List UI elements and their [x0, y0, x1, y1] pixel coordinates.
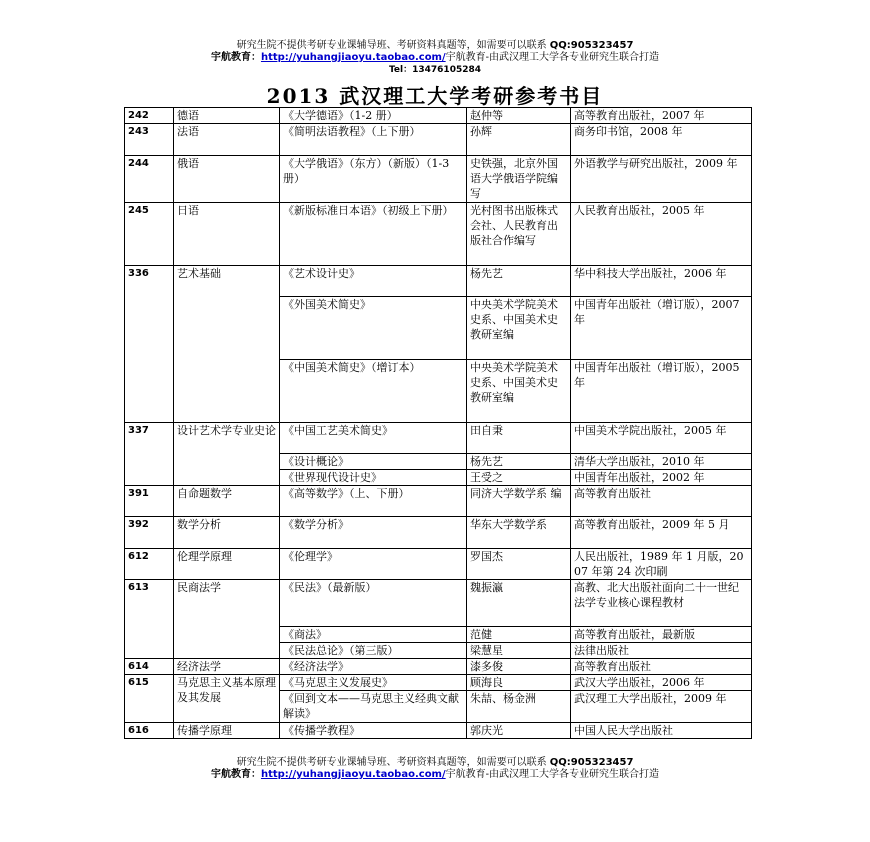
book-author: 史铁强，北京外国语大学俄语学院编写 — [467, 156, 571, 203]
footer-url-link[interactable]: http://yuhangjiaoyu.taobao.com/ — [260, 769, 446, 780]
header-brand-line — [0, 52, 870, 64]
table-row — [125, 723, 752, 739]
book-title: 《伦理学》 — [280, 549, 467, 580]
book-author: 罗国杰 — [467, 549, 571, 580]
book-author: 范健 — [467, 627, 571, 643]
book-title: 《民法》（最新版） — [280, 580, 467, 627]
subject-code: 336 — [125, 266, 174, 423]
table-row — [125, 266, 752, 297]
book-publisher: 外语教学与研究出版社，2009 年 — [571, 156, 752, 203]
book-author: 杨先艺 — [467, 454, 571, 470]
book-publisher: 人民出版社，1989 年 1 月版，2007 年第 24 次印刷 — [571, 549, 752, 580]
book-title: 《艺术设计史》 — [280, 266, 467, 297]
book-publisher: 清华大学出版社，2010 年 — [571, 454, 752, 470]
subject-name: 艺术基础 — [174, 266, 280, 423]
book-title: 《大学俄语》（东方）（新版）（1-3 册） — [280, 156, 467, 203]
book-title: 《大学德语》（1-2 册） — [280, 108, 467, 124]
book-author: 孙辉 — [467, 124, 571, 156]
book-title: 《商法》 — [280, 627, 467, 643]
header-qq: QQ:905323457 — [549, 40, 634, 51]
book-publisher: 高教、北大出版社面向二十一世纪法学专业核心课程教材 — [571, 580, 752, 627]
book-publisher: 高等教育出版社，2007 年 — [571, 108, 752, 124]
subject-name: 经济法学 — [174, 659, 280, 675]
book-publisher: 中国青年出版社（增订版），2005 年 — [571, 360, 752, 423]
table-row — [125, 423, 752, 454]
book-title: 《传播学教程》 — [280, 723, 467, 739]
book-author: 中央美术学院美术史系、中国美术史教研室编 — [467, 360, 571, 423]
footer-brand-line — [0, 769, 870, 781]
book-title: 《新版标准日本语》（初级上下册） — [280, 203, 467, 266]
book-author: 漆多俊 — [467, 659, 571, 675]
subject-code: 337 — [125, 423, 174, 486]
table-row — [125, 108, 752, 124]
footer-notice-line — [0, 757, 870, 769]
book-publisher: 商务印书馆，2008 年 — [571, 124, 752, 156]
book-author: 杨先艺 — [467, 266, 571, 297]
book-title: 《简明法语教程》（上下册） — [280, 124, 467, 156]
table-row — [125, 675, 752, 691]
subject-code: 614 — [125, 659, 174, 675]
book-list-table — [124, 107, 752, 739]
book-author: 朱喆、杨金洲 — [467, 691, 571, 723]
book-author: 梁慧星 — [467, 643, 571, 659]
subject-name: 自命题数学 — [174, 486, 280, 517]
subject-code: 243 — [125, 124, 174, 156]
book-author: 王受之 — [467, 470, 571, 486]
footer-brand-tail: 宇航教育-由武汉理工大学各专业研究生联合打造 — [445, 769, 660, 780]
subject-code: 616 — [125, 723, 174, 739]
header-brand-tail: 宇航教育-由武汉理工大学各专业研究生联合打造 — [445, 52, 660, 63]
table-row — [125, 486, 752, 517]
header-brand-label: 宇航教育： — [210, 52, 261, 63]
subject-code: 391 — [125, 486, 174, 517]
table-row — [125, 549, 752, 580]
subject-code: 242 — [125, 108, 174, 124]
book-title: 《外国美术简史》 — [280, 297, 467, 360]
table-row — [125, 580, 752, 627]
footer-notice-text: 研究生院不提供考研专业课辅导班、考研资料真题等，如需要可以联系 — [236, 757, 547, 768]
book-title: 《民法总论》（第三版） — [280, 643, 467, 659]
book-publisher: 高等教育出版社 — [571, 486, 752, 517]
subject-name: 日语 — [174, 203, 280, 266]
book-title: 《世界现代设计史》 — [280, 470, 467, 486]
book-publisher: 高等教育出版社 — [571, 659, 752, 675]
book-title: 《中国美术简史》（增订本） — [280, 360, 467, 423]
table-row — [125, 156, 752, 203]
subject-code: 245 — [125, 203, 174, 266]
subject-name: 德语 — [174, 108, 280, 124]
header-notice-text: 研究生院不提供考研专业课辅导班、考研资料真题等，如需要可以联系 — [236, 40, 547, 51]
book-publisher: 中国美术学院出版社，2005 年 — [571, 423, 752, 454]
footer-qq: QQ:905323457 — [549, 757, 634, 768]
book-publisher: 武汉理工大学出版社，2009 年 — [571, 691, 752, 723]
book-publisher: 法律出版社 — [571, 643, 752, 659]
book-publisher: 中国人民大学出版社 — [571, 723, 752, 739]
book-publisher: 高等教育出版社，最新版 — [571, 627, 752, 643]
subject-name: 数学分析 — [174, 517, 280, 549]
footer-brand-label: 宇航教育： — [210, 769, 261, 780]
book-author: 魏振瀛 — [467, 580, 571, 627]
book-publisher: 华中科技大学出版社，2006 年 — [571, 266, 752, 297]
subject-code: 615 — [125, 675, 174, 723]
subject-name: 传播学原理 — [174, 723, 280, 739]
subject-code: 613 — [125, 580, 174, 659]
book-author: 中央美术学院美术史系、中国美术史教研室编 — [467, 297, 571, 360]
subject-code: 244 — [125, 156, 174, 203]
book-publisher: 高等教育出版社，2009 年 5 月 — [571, 517, 752, 549]
subject-name: 俄语 — [174, 156, 280, 203]
header-notice-line — [0, 40, 870, 52]
table-row — [125, 517, 752, 549]
book-author: 郭庆光 — [467, 723, 571, 739]
book-author: 田自秉 — [467, 423, 571, 454]
book-title: 《高等数学》（上、下册） — [280, 486, 467, 517]
book-author: 华东大学数学系 — [467, 517, 571, 549]
subject-name: 伦理学原理 — [174, 549, 280, 580]
subject-name: 设计艺术学专业史论 — [174, 423, 280, 486]
subject-code: 392 — [125, 517, 174, 549]
book-publisher: 中国青年出版社（增订版），2007 年 — [571, 297, 752, 360]
book-title: 《马克思主义发展史》 — [280, 675, 467, 691]
header-url-link[interactable]: http://yuhangjiaoyu.taobao.com/ — [260, 52, 446, 63]
book-author: 同济大学数学系 编 — [467, 486, 571, 517]
table-row — [125, 203, 752, 266]
subject-code: 612 — [125, 549, 174, 580]
book-title: 《回到文本——马克思主义经典文献解读》 — [280, 691, 467, 723]
book-author: 光村图书出版株式会社、人民教育出版社合作编写 — [467, 203, 571, 266]
book-title: 《设计概论》 — [280, 454, 467, 470]
subject-name: 马克思主义基本原理及其发展 — [174, 675, 280, 723]
book-title: 《经济法学》 — [280, 659, 467, 675]
book-title: 《数学分析》 — [280, 517, 467, 549]
book-publisher: 中国青年出版社，2002 年 — [571, 470, 752, 486]
page-title: 2013 武汉理工大学考研参考书目 — [266, 84, 604, 108]
subject-name: 法语 — [174, 124, 280, 156]
book-publisher: 人民教育出版社，2005 年 — [571, 203, 752, 266]
book-title: 《中国工艺美术简史》 — [280, 423, 467, 454]
table-row — [125, 659, 752, 675]
table-row — [125, 124, 752, 156]
header-tel: Tel：13476105284 — [388, 65, 482, 75]
book-author: 赵仲等 — [467, 108, 571, 124]
subject-name: 民商法学 — [174, 580, 280, 659]
book-publisher: 武汉大学出版社，2006 年 — [571, 675, 752, 691]
book-author: 顾海良 — [467, 675, 571, 691]
